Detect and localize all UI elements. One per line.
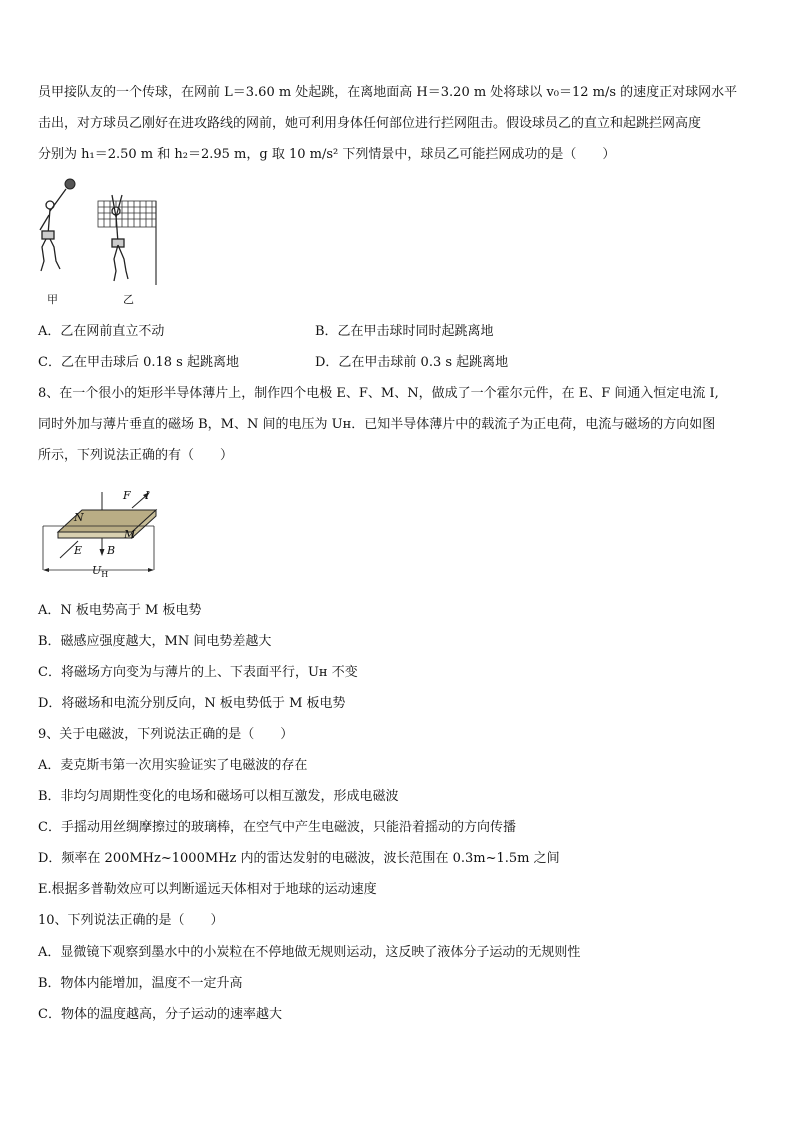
q7-stem-line-1: 员甲接队友的一个传球，在网前 L＝3.60 m 处起跳，在离地面高 H＝3.20 m 处将球以 v₀＝12 m/s 的速度正对球网水平	[38, 85, 738, 100]
q7-stem-line-3: 分别为 h₁＝2.50 m 和 h₂＝2.95 m，g 取 10 m/s² 下列情景中，球员乙可能拦网成功的是（ ）	[38, 147, 616, 162]
q9-option-d: D．频率在 200MHz~1000MHz 内的雷达发射的电磁波，波长范围在 0.3m~1.5m 之间	[38, 851, 560, 866]
volleyball-players-figure	[30, 175, 170, 305]
label-E: E	[74, 544, 83, 557]
label-M: M	[124, 528, 136, 541]
q8-option-a: A．N 板电势高于 M 板电势	[38, 603, 202, 618]
q7-stem-line-2: 击出，对方球员乙刚好在进攻路线的网前，她可利用身体任何部位进行拦网阻击。假设球员乙的直立和起跳拦网高度	[38, 116, 702, 131]
label-I: I	[145, 489, 150, 502]
q9-option-e: E.根据多普勒效应可以判断遥远天体相对于地球的运动速度	[38, 882, 377, 897]
label-F: F	[123, 489, 131, 502]
figure-label-jia: 甲	[47, 293, 58, 306]
q9-option-b: B．非均匀周期性变化的电场和磁场可以相互激发，形成电磁波	[38, 789, 399, 804]
q9-stem: 9、关于电磁波，下列说法正确的是（ ）	[38, 727, 294, 742]
figure-label-yi: 乙	[123, 293, 134, 306]
q8-option-b: B．磁感应强度越大，MN 间电势差越大	[38, 634, 272, 649]
q8-stem-line-3: 所示，下列说法正确的有（ ）	[38, 448, 234, 463]
label-B: B	[107, 544, 116, 557]
q10-option-c: C．物体的温度越高，分子运动的速率越大	[38, 1007, 282, 1022]
q7-option-d: D．乙在甲击球前 0.3 s 起跳离地	[315, 355, 509, 370]
label-U: U	[92, 564, 102, 577]
q8-stem-line-1: 8、在一个很小的矩形半导体薄片上，制作四个电极 E、F、M、N，做成了一个霍尔元件，在 E、F 间通入恒定电流 I,	[38, 386, 719, 401]
q9-option-c: C．手摇动用丝绸摩擦过的玻璃棒，在空气中产生电磁波，只能沿着摇动的方向传播	[38, 820, 516, 835]
q9-option-a: A．麦克斯韦第一次用实验证实了电磁波的存在	[38, 758, 308, 773]
q8-stem-line-2: 同时外加与薄片垂直的磁场 B，M、N 间的电压为 Uн．已知半导体薄片中的载流子为正电荷，电流与磁场的方向如图	[38, 417, 716, 432]
label-N: N	[74, 511, 84, 524]
q7-option-a: A．乙在网前直立不动	[38, 324, 165, 339]
label-UH	[92, 564, 108, 579]
q8-option-d: D．将磁场和电流分别反向，N 板电势低于 M 板电势	[38, 696, 346, 711]
q10-stem: 10、下列说法正确的是（ ）	[38, 913, 224, 928]
label-U-sub: H	[101, 570, 109, 580]
q10-option-a: A．显微镜下观察到墨水中的小炭粒在不停地做无规则运动，这反映了液体分子运动的无规则性	[38, 945, 581, 960]
q7-option-c: C．乙在甲击球后 0.18 s 起跳离地	[38, 355, 239, 370]
q10-option-b: B．物体内能增加，温度不一定升高	[38, 976, 243, 991]
q7-option-b: B．乙在甲击球时同时起跳离地	[315, 324, 494, 339]
q8-option-c: C．将磁场方向变为与薄片的上、下表面平行，Uн 不变	[38, 665, 358, 680]
